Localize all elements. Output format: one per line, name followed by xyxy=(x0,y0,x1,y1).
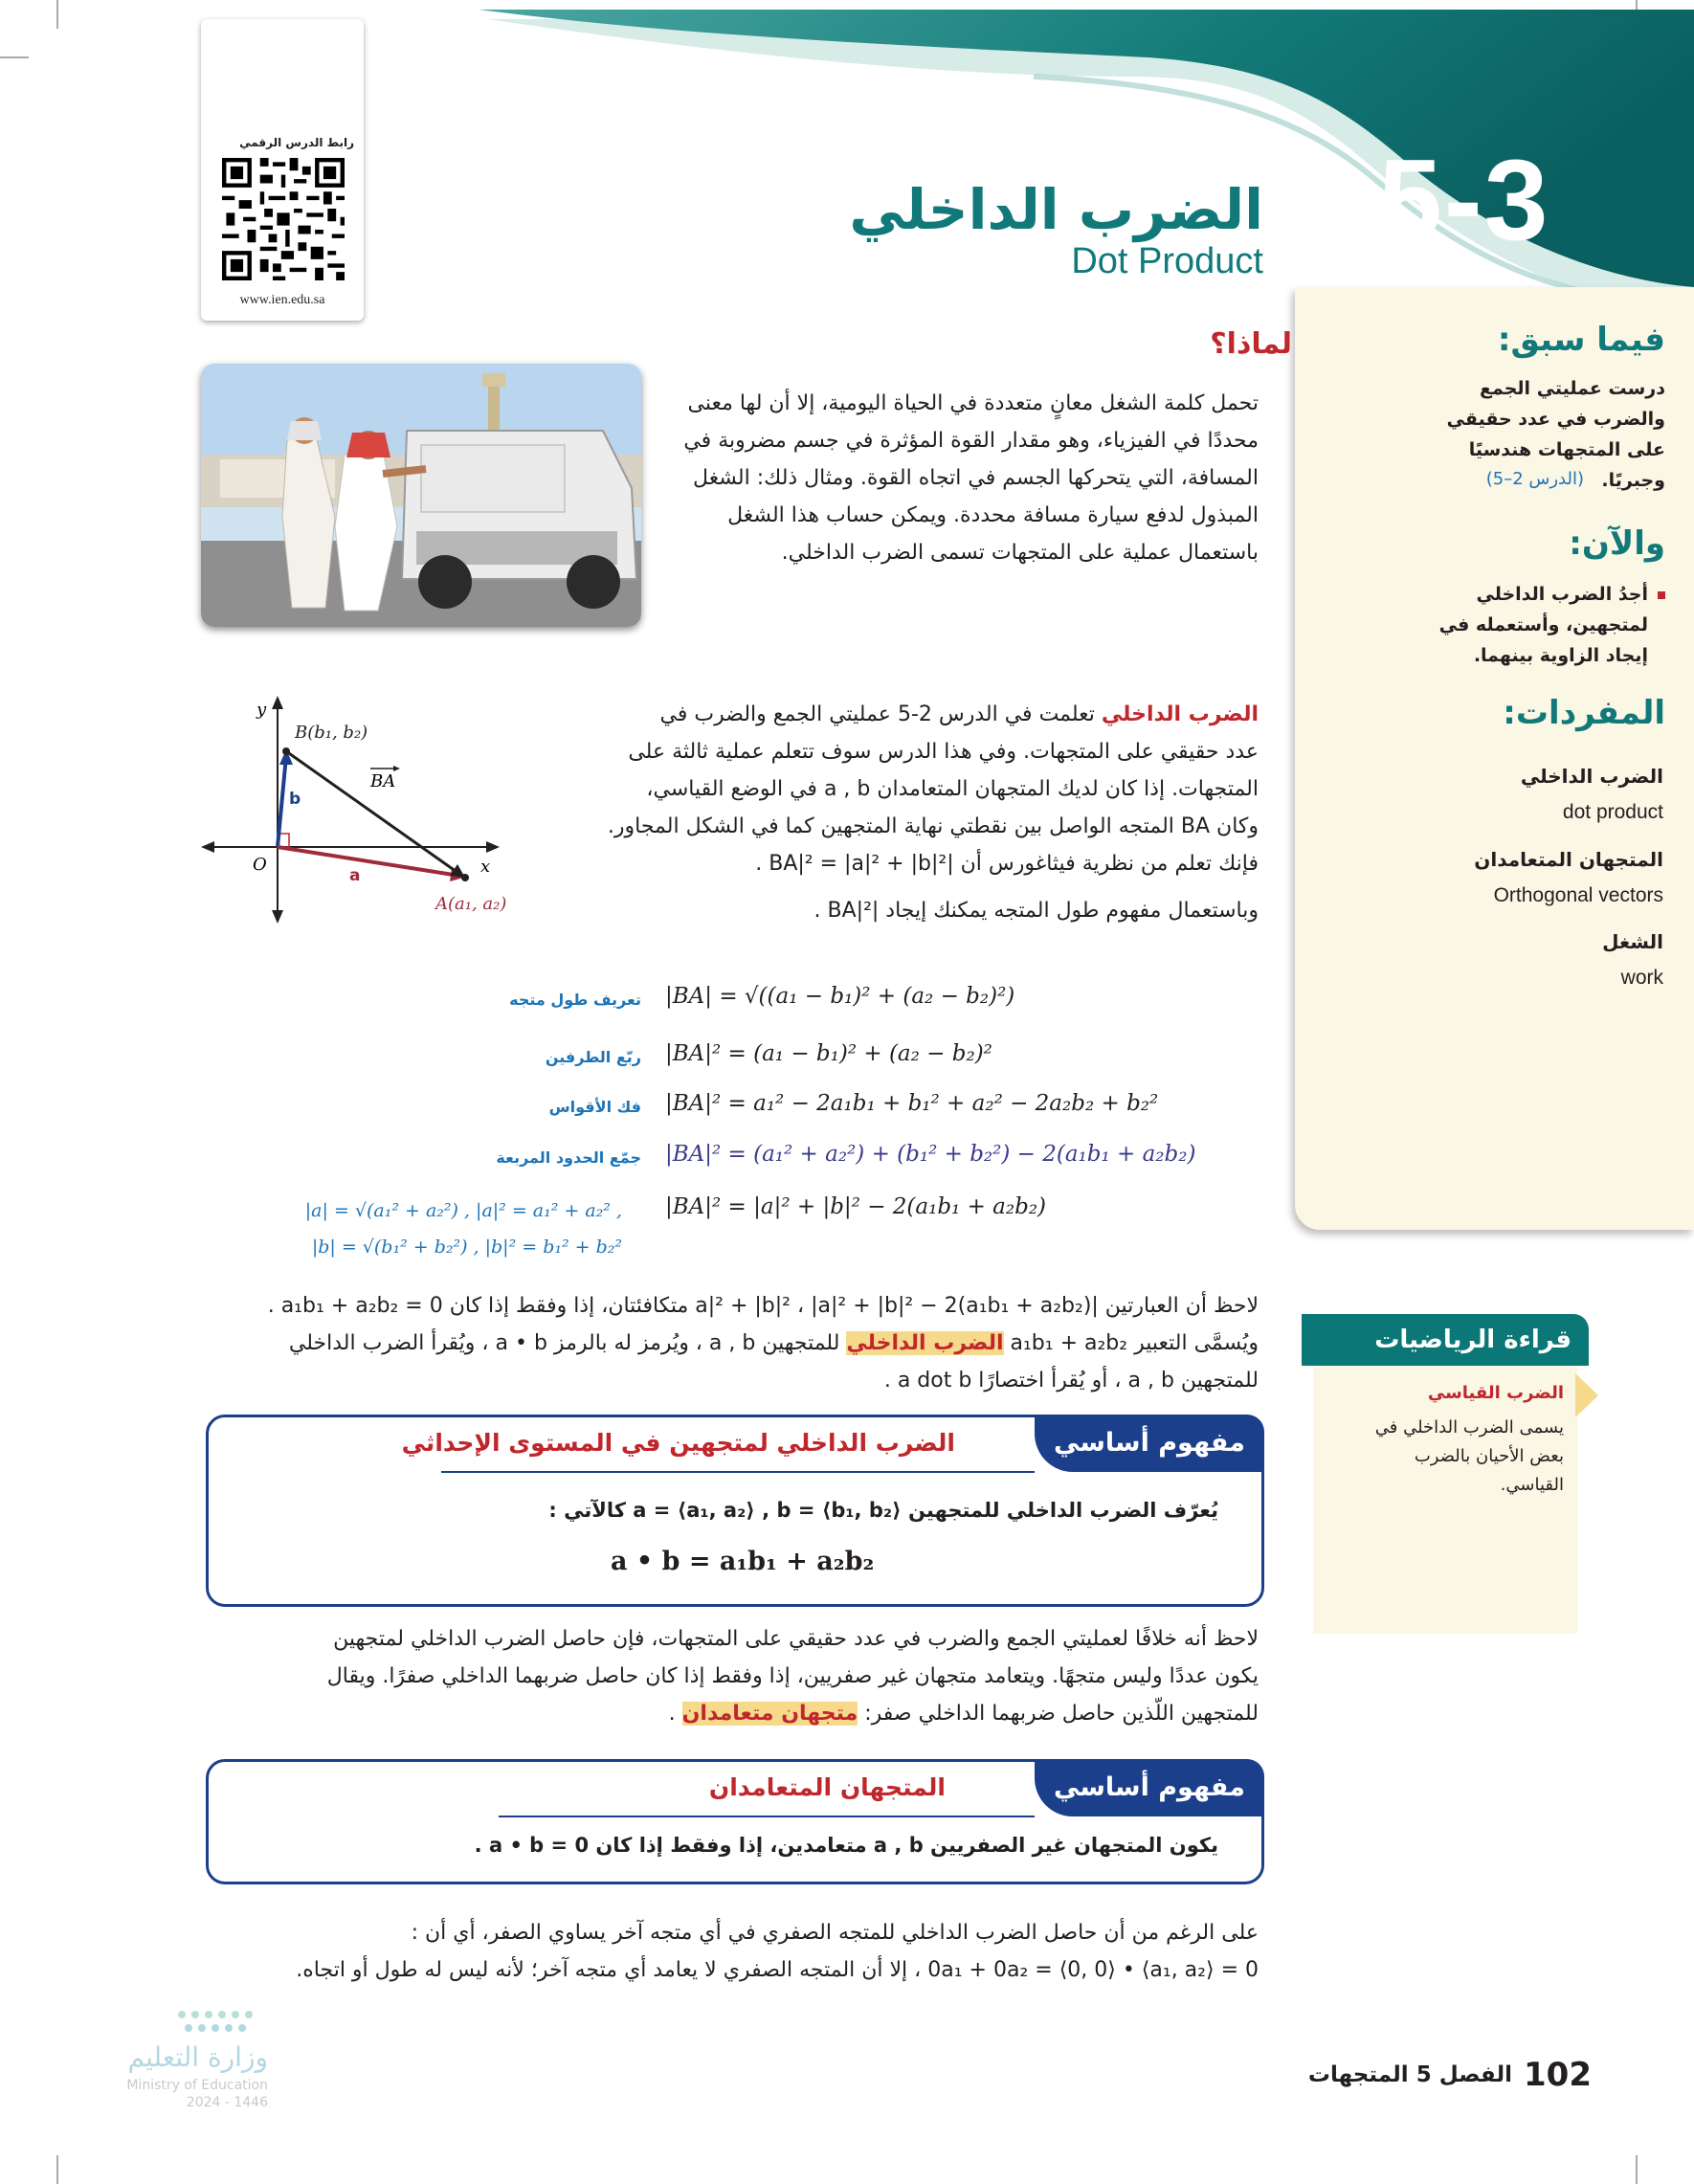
derivation xyxy=(304,976,1263,1273)
key-concept-title: الضرب الداخلي لمتجهين في المستوى الإحداثي xyxy=(401,1429,955,1457)
sidebar-previous-text: درست عمليتي الجمع والضرب في عدد حقيقي على المتجهات هندسيًا وجبريًا. xyxy=(1446,378,1665,491)
vocab-term-ar: الضرب الداخلي xyxy=(1520,765,1663,788)
magnitude-note: |b| = √(b₁² + b₂²) , |b|² = b₁² + b₂² xyxy=(311,1237,622,1258)
zero-vector-paragraph xyxy=(206,1914,1259,1989)
sidebar xyxy=(1295,287,1694,1230)
reading-math-box xyxy=(1302,1314,1589,1644)
step-label: فك الأقواس xyxy=(548,1098,641,1116)
why-heading: لماذا؟ xyxy=(1210,327,1292,361)
ministry-logo xyxy=(57,2005,287,2110)
sidebar-previous-ref[interactable]: (الدرس 2–5) xyxy=(1485,469,1584,489)
reading-text: يسمى الضرب الداخلي في بعض الأحيان بالضرب القياسي. xyxy=(1374,1417,1564,1495)
reading-term: الضرب القياسي xyxy=(1427,1383,1564,1403)
title-underline xyxy=(499,1816,1035,1817)
para-line: لاحظ أنه خلافًا لعمليتي الجمع والضرب في عدد حقيقي على المتجهات، فإن حاصل الضرب الداخلي لمتجهين xyxy=(333,1627,1259,1651)
car-push-photo xyxy=(201,364,641,627)
key-concept-tab: مفهوم أساسي xyxy=(1035,1759,1264,1816)
notice-line: لاحظ أن العبارتين |a|² + |b|² ، |a|² + |b|² − 2(a₁b₁ + a₂b₂) متكافئتان، إذا وفقط إذا كان 0 = a₁b₁ + a₂b₂ . xyxy=(267,1294,1259,1318)
intro-line: عدد حقيقي على المتجهات. وفي هذا الدرس سوف تتعلم عملية ثالثة على xyxy=(628,740,1259,764)
orthogonal-term: متجهان متعامدان xyxy=(681,1702,858,1726)
para-line: يكون عددًا وليس متجهًا. ويتعامد متجهان غير صفريين، إذا وفقط إذا كان حاصل ضربهما الداخلي صفرًا. ويقال xyxy=(326,1664,1259,1688)
notice-text: للمتجهين a , b ، ويُرمز له بالرمز a • b ، ويُقرأ الضرب الداخلي xyxy=(288,1331,840,1355)
step-expression: |BA|² = a₁² − 2a₁b₁ + b₁² + a₂² − 2a₂b₂ + b₂² xyxy=(665,1091,1159,1116)
qr-url[interactable]: www.ien.edu.sa xyxy=(239,293,325,307)
qr-card[interactable] xyxy=(201,19,364,321)
key-concept-definition: يُعرّف الضرب الداخلي للمتجهين a = ⟨a₁, a₂⟩ , b = ⟨b₁, b₂⟩ كالآتي : xyxy=(548,1499,1218,1522)
vocab-term-en: Orthogonal vectors xyxy=(1493,884,1663,906)
vector-a-label: a xyxy=(349,866,361,885)
pointer-icon xyxy=(1575,1373,1598,1417)
key-concept-box-orthogonal xyxy=(206,1759,1264,1884)
sidebar-previous-head: فيما سبق: xyxy=(1497,321,1665,359)
origin-label: O xyxy=(253,855,267,875)
bullet-icon xyxy=(1658,591,1665,599)
why-paragraph: تحمل كلمة الشغل معانٍ متعددة في الحياة اليومية، إلا أن لها معنى محددًا في الفيزياء، وهو مقدار القوة المؤثرة في جسم مضروبة في المسافة، التي يتحركها الجسم في اتجاه القوة. ومثال ذلك: الشغل المبذول لدفع سيارة مسافة محددة. ويمكن حساب هذا الشغل باستعمال عملية على المتجهات تسمى الضرب الداخلي. xyxy=(683,391,1259,565)
notice-line: للمتجهين a , b ، أو يُقرأ اختصارًا a dot b . xyxy=(883,1369,1259,1393)
vector-ba-label: BA xyxy=(370,771,396,791)
step-expression: |BA|² = (a₁² + a₂²) + (b₁² + b₂²) − 2(a₁b₁ + a₂b₂) xyxy=(665,1142,1196,1167)
point-b-label: B(b₁, b₂) xyxy=(295,723,368,743)
sidebar-now-text: أجدُ الضرب الداخلي لمتجهين، وأستعمله في إيجاد الزاوية بينهما. xyxy=(1438,584,1648,666)
key-concept-title: المتجهان المتعامدان xyxy=(708,1773,946,1801)
step-label: ربّع الطرفين xyxy=(545,1048,641,1066)
title-underline xyxy=(441,1471,1035,1473)
step-expression: |BA|² = (a₁ − b₁)² + (a₂ − b₂)² xyxy=(665,1041,992,1066)
key-concept-definition: يكون المتجهان غير الصفريين a , b متعامدين، إذا وفقط إذا كان 0 = a • b . xyxy=(474,1834,1218,1857)
intro-line: وباستعمال مفهوم طول المتجه يمكنك إيجاد |BA|² . xyxy=(814,899,1259,923)
orthogonal-intro-paragraph xyxy=(206,1620,1259,1732)
page-title-ar: الضرب الداخلي xyxy=(849,177,1263,242)
intro-term: الضرب الداخلي xyxy=(1101,702,1259,726)
dot-product-formula: a • b = a₁b₁ + a₂b₂ xyxy=(611,1547,875,1576)
page-title-en: Dot Product xyxy=(1071,241,1263,281)
vocab-term-ar: المتجهان المتعامدان xyxy=(1474,848,1663,871)
intro-paragraph xyxy=(565,696,1259,929)
intro-line: فإنك تعلم من نظرية فيثاغورس أن |BA|² = |a|² + |b|² . xyxy=(755,852,1259,876)
vector-figure xyxy=(201,694,546,924)
ministry-name-ar: وزارة التعليم xyxy=(127,2041,268,2073)
x-axis-label: x xyxy=(480,857,491,877)
dot-product-term: الضرب الداخلي xyxy=(846,1331,1004,1355)
vocab-term-en: dot product xyxy=(1562,801,1663,823)
ministry-dots-icon xyxy=(172,2005,278,2043)
key-concept-tab: مفهوم أساسي xyxy=(1035,1415,1264,1472)
notice-line xyxy=(206,1325,1259,1362)
vector-b-label: b xyxy=(289,790,301,809)
reading-math-head xyxy=(1302,1314,1589,1366)
vocab-term-en: work xyxy=(1620,967,1663,989)
para-text: . xyxy=(668,1702,676,1726)
intro-line: وكان BA المتجه الواصل بين نقطتي نهاية المتجهين كما في الشكل المجاور. xyxy=(607,814,1259,838)
page-number: 102 xyxy=(1524,2056,1592,2094)
para-line: 0 = 0a₁ + 0a₂ = ⟨0, 0⟩ • ⟨a₁, a₂⟩ ، إلا أن المتجه الصفري لا يعامد أي متجه آخر؛ لأنه ليس له طول أو اتجاه. xyxy=(296,1958,1259,1982)
sidebar-now-head: والآن: xyxy=(1569,524,1665,563)
reading-math-title: قراءة الرياضيات xyxy=(1374,1326,1571,1354)
chapter-label: الفصل 5 المتجهات xyxy=(1307,2062,1512,2087)
intro-text: تعلمت في الدرس 2-5 عمليتي الجمع والضرب في xyxy=(659,702,1095,726)
intro-line xyxy=(565,696,1259,733)
key-concept-box-dot-product xyxy=(206,1415,1264,1607)
step-label: تعريف طول متجه xyxy=(509,991,641,1009)
point-a-label: A(a₁, a₂) xyxy=(435,894,507,914)
notice-text: ويُسمَّى التعبير a₁b₁ + a₂b₂ xyxy=(1010,1331,1259,1355)
lesson-number: 5-3 xyxy=(1378,136,1550,264)
vocab-term-ar: الشغل xyxy=(1602,930,1663,953)
reading-math-body xyxy=(1313,1366,1577,1634)
ministry-year: 2024 - 1446 xyxy=(186,2095,268,2110)
step-expression: |BA|² = |a|² + |b|² − 2(a₁b₁ + a₂b₂) xyxy=(665,1194,1047,1219)
para-line xyxy=(206,1695,1259,1732)
step-label: جمّع الحدود المربعة xyxy=(496,1148,641,1167)
notice-paragraph xyxy=(206,1287,1259,1399)
magnitude-note: |a| = √(a₁² + a₂²) , |a|² = a₁² + a₂² , xyxy=(304,1200,622,1221)
step-expression: |BA| = √((a₁ − b₁)² + (a₂ − b₂)²) xyxy=(665,984,1015,1009)
para-text: للمتجهين اللّذين حاصل ضربهما الداخلي صفر: xyxy=(864,1702,1259,1726)
para-line: على الرغم من أن حاصل الضرب الداخلي للمتجه الصفري في أي متجه آخر يساوي الصفر، أي أن : xyxy=(411,1921,1259,1945)
sidebar-vocab-head: المفردات: xyxy=(1503,694,1665,732)
y-axis-label: y xyxy=(256,700,267,720)
qr-code-icon[interactable] xyxy=(222,158,345,280)
qr-label: رابط الدرس الرقمي xyxy=(239,136,354,149)
ministry-name-en: Ministry of Education xyxy=(126,2078,268,2093)
intro-line: المتجهات. إذا كان لديك المتجهان المتعامدان a , b في الوضع القياسي، xyxy=(646,777,1259,801)
